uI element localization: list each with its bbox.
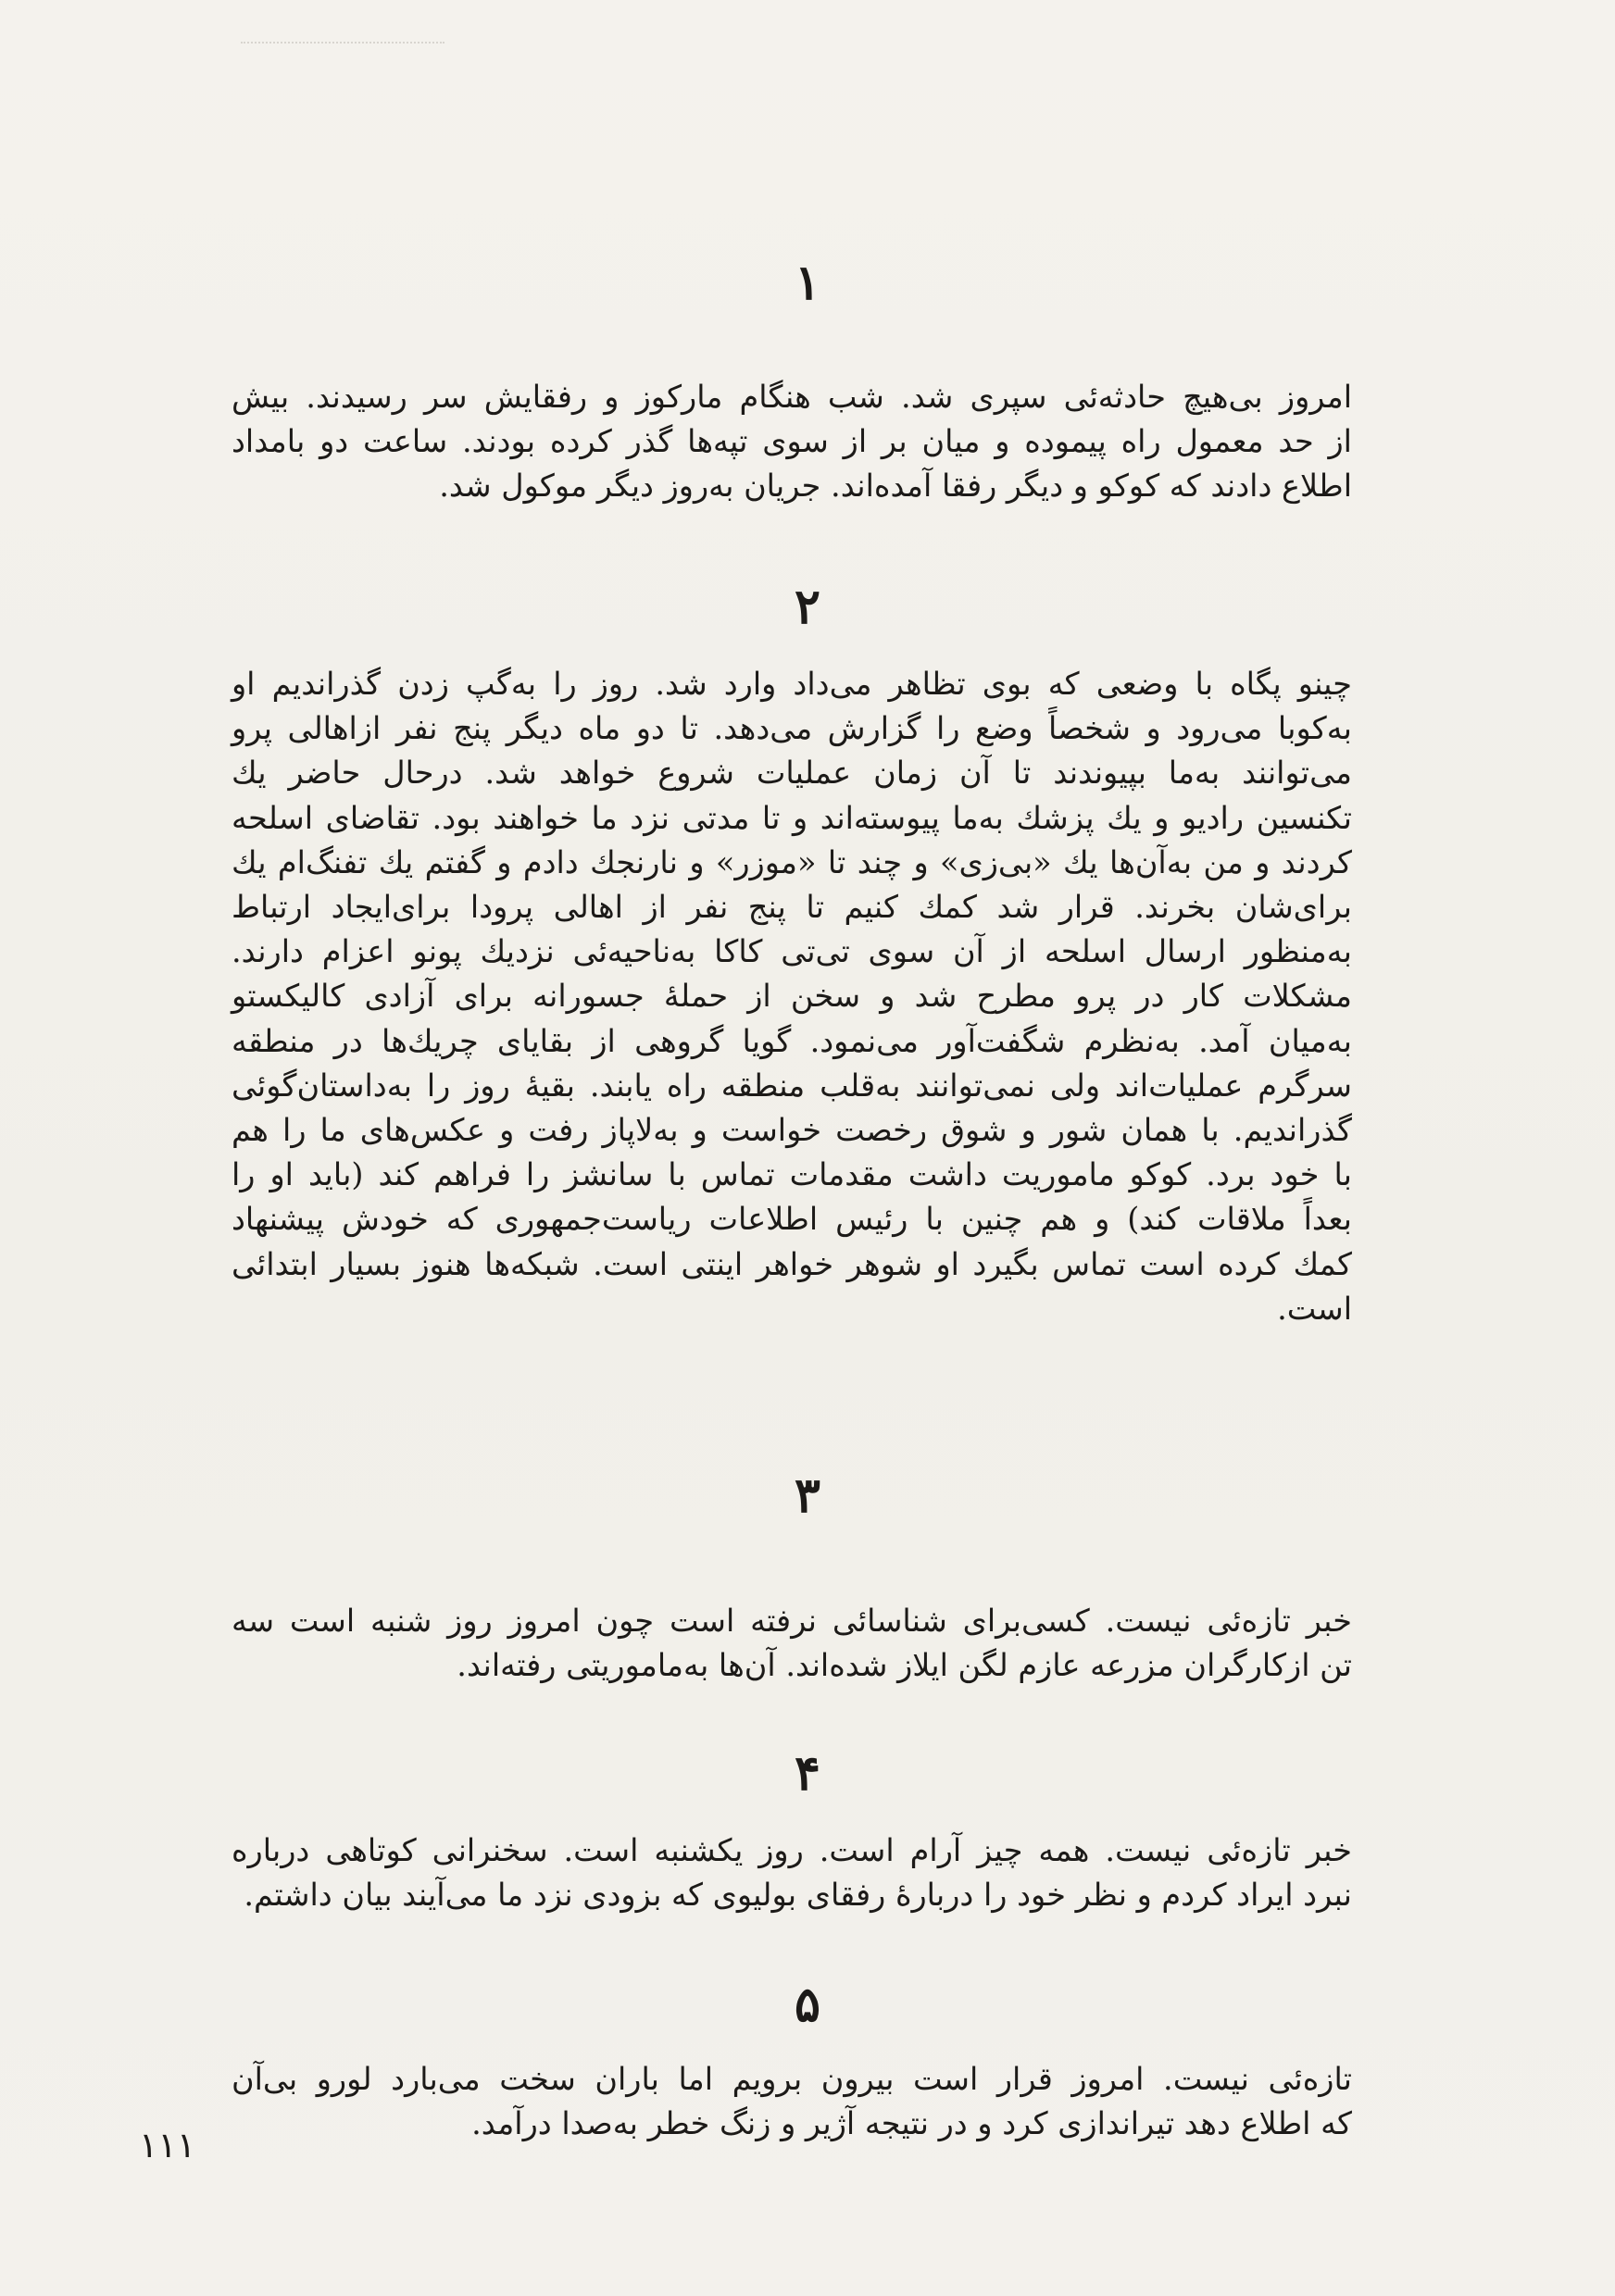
section-2-paragraph <box>232 662 1352 1331</box>
section-number-5: ۵ <box>795 1977 820 2033</box>
paragraph <box>232 375 1352 509</box>
text-line: است. <box>1277 1290 1352 1327</box>
section-number-4: ۴ <box>795 1745 820 1802</box>
section-4-paragraph <box>232 1828 1352 1917</box>
scan-artifact <box>241 42 444 51</box>
text-line: که اطلاع دهد تیراندازی کرد و در نتیجه آژیر و زنگ خطر به‌صدا درآمد. <box>471 2105 1352 2142</box>
text-line: برای‌شان بخرند. قرار شد کمك کنیم تا پنج نفر از اهالی پرودا برای‌ایجاد ارتباط <box>232 889 1352 926</box>
text-line: کردند و من به‌آن‌ها یك «بی‌زی» و چند تا «موزر» و نارنجك دادم و گفتم یك تفنگ‌ام یك <box>232 843 1352 880</box>
section-1-paragraph <box>232 375 1352 509</box>
section-number-1: ۱ <box>795 255 820 311</box>
text-line: به‌کوبا می‌رود و شخصاً وضع را گزارش می‌دهد. تا دو ماه دیگر پنج نفر ازاهالی پرو <box>232 710 1352 747</box>
text-line: از حد معمول راه پیموده و میان بر از سوی تپه‌ها گذر کرده بودند. ساعت دو بامداد <box>232 423 1352 460</box>
paragraph <box>232 1828 1352 1917</box>
text-line: اطلاع دادند که کوکو و دیگر رفقا آمده‌اند. جریان به‌روز دیگر موکول شد. <box>439 468 1352 505</box>
text-line: امروز بی‌هیچ حادثه‌ئی سپری شد. شب هنگام مارکوز و رفقایش سر رسیدند. بیش <box>232 379 1352 415</box>
section-number-2: ۲ <box>795 579 820 635</box>
text-line: نبرد ایراد کردم و نظر خود را دربارهٔ رفقای بولیوی که بزودی نزد ما می‌آیند بیان داشتم. <box>244 1877 1352 1914</box>
text-line: خبر تازه‌ئی نیست. کسی‌برای شناسائی نرفته است چون امروز روز شنبه است سه <box>232 1603 1352 1639</box>
text-line: تکنسین رادیو و یك پزشك به‌ما پیوسته‌اند و تا مدتی نزد ما خواهند بود. تقاضای اسلحه <box>232 799 1352 836</box>
paragraph <box>232 2057 1352 2146</box>
paragraph <box>232 662 1352 1331</box>
text-line: به‌میان آمد. به‌نظرم شگفت‌آور می‌نمود. گویا گروهی از بقایای چریك‌ها در منطقه <box>232 1022 1352 1059</box>
page-number: ۱۱۱ <box>139 2125 196 2165</box>
text-line: کمك کرده است تماس بگیرد او شوهر خواهر اینتی است. شبکه‌ها هنوز بسیار ابتدائی <box>232 1245 1352 1282</box>
text-line: با خود برد. کوکو ماموریت داشت مقدمات تماس با سانشز را فراهم کند (باید او را <box>232 1156 1352 1193</box>
text-line: تن ازکارگران مزرعه عازم لگن ایلاز شده‌اند. آن‌ها به‌ماموریتی رفته‌اند. <box>457 1647 1352 1684</box>
paragraph <box>232 1599 1352 1688</box>
text-line: خبر تازه‌ئی نیست. همه چیز آرام است. روز یکشنبه است. سخنرانی کوتاهی درباره <box>232 1832 1352 1868</box>
text-line: تازه‌ئی نیست. امروز قرار است بیرون برویم اما باران سخت می‌بارد لورو بی‌آن <box>232 2061 1352 2097</box>
text-line: سرگرم عملیات‌اند ولی نمی‌توانند به‌قلب منطقه راه یابند. بقیهٔ روز را به‌داستان‌گوئی <box>232 1067 1352 1104</box>
section-number-3: ۳ <box>795 1467 820 1524</box>
section-5-paragraph <box>232 2057 1352 2146</box>
text-line: به‌منظور ارسال اسلحه از آن سوی تی‌تی کاکا به‌ناحیه‌ئی نزدیك پونو اعزام دارند. <box>232 933 1352 970</box>
text-line: گذراندیم. با همان شور و شوق رخصت خواست و به‌لاپاز رفت و عکس‌های ما را هم <box>232 1112 1352 1149</box>
text-line: می‌توانند به‌ما بپیوندند تا آن زمان عملیات شروع خواهد شد. درحال حاضر یك <box>232 755 1352 792</box>
section-3-paragraph <box>232 1599 1352 1688</box>
text-line: بعداً ملاقات کند) و هم چنین با رئیس اطلاعات ریاست‌جمهوری که خودش پیشنهاد <box>232 1201 1352 1238</box>
text-line: مشکلات کار در پرو مطرح شد و سخن از حملهٔ جسورانه برای آزادی کالیکستو <box>232 978 1352 1015</box>
text-line: چینو پگاه با وضعی که بوی تظاهر می‌داد وارد شد. روز را به‌گپ زدن گذراندیم او <box>232 666 1352 702</box>
